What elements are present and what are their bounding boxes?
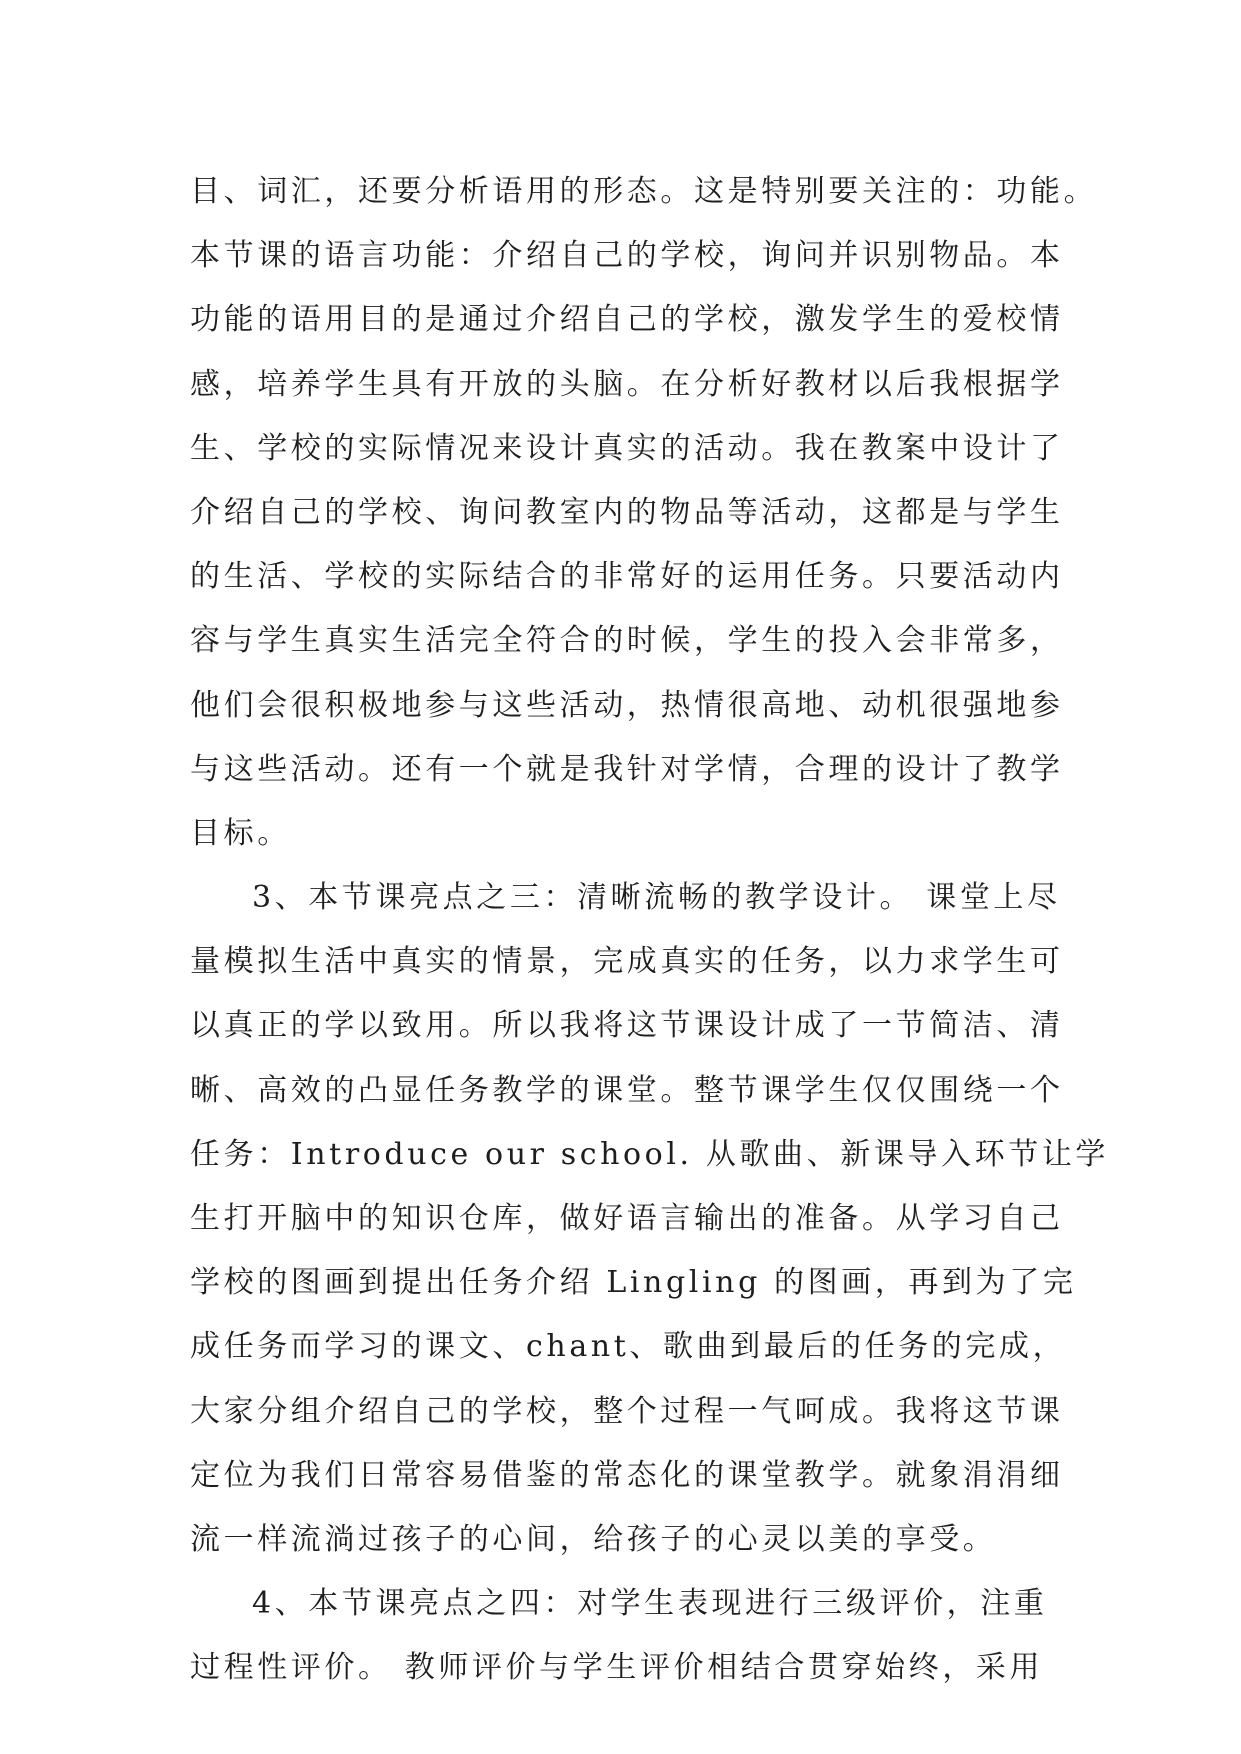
text-line: 学校的图画到提出任务介绍 Lingling 的图画，再到为了完 xyxy=(190,1265,1077,1301)
paragraph-start-line: 4、本节课亮点之四：对学生表现进行三级评价，注重 xyxy=(252,1586,1048,1622)
text-line: 生打开脑中的知识仓库，做好语言输出的准备。从学习自己 xyxy=(190,1201,1064,1236)
text-line: 任务：Introduce our school. 从歌曲、新课导入环节让学 xyxy=(190,1136,1110,1172)
text-line: 的生活、学校的实际结合的非常好的运用任务。只要活动内 xyxy=(190,559,1064,595)
text-line: 大家分组介绍自己的学校，整个过程一气呵成。我将这节课 xyxy=(190,1393,1064,1429)
text-line: 容与学生真实生活完全符合的时候，学生的投入会非常多， xyxy=(190,623,1064,659)
text-line: 感，培养学生具有开放的头脑。在分析好教材以后我根据学 xyxy=(190,366,1064,402)
text-line: 过程性评价。 教师评价与学生评价相结合贯穿始终，采用 xyxy=(190,1650,1044,1686)
text-line: 目、词汇，还要分析语用的形态。这是特别要关注的：功能。 xyxy=(190,174,1098,209)
text-line: 定位为我们日常容易借鉴的常态化的课堂教学。就象涓涓细 xyxy=(190,1457,1064,1493)
text-line: 介绍自己的学校、询问教室内的物品等活动，这都是与学生 xyxy=(190,494,1064,530)
paragraph-start-line: 3、本节课亮点之三：清晰流畅的教学设计。 课堂上尽 xyxy=(252,880,1061,916)
text-line: 他们会很积极地参与这些活动，热情很高地、动机很强地参 xyxy=(190,687,1064,723)
text-line: 流一样流淌过孩子的心间，给孩子的心灵以美的享受。 xyxy=(190,1521,997,1557)
text-line: 晰、高效的凸显任务教学的课堂。整节课学生仅仅围绕一个 xyxy=(190,1072,1064,1108)
text-line: 本节课的语言功能：介绍自己的学校，询问并识别物品。本 xyxy=(190,238,1064,274)
text-line: 目标。 xyxy=(190,815,291,851)
text-line: 功能的语用目的是通过介绍自己的学校，激发学生的爱校情 xyxy=(190,302,1064,338)
text-line: 成任务而学习的课文、chant、歌曲到最后的任务的完成， xyxy=(190,1329,1067,1365)
text-line: 与这些活动。还有一个就是我针对学情，合理的设计了教学 xyxy=(190,751,1064,787)
document-body xyxy=(190,160,1110,1701)
text-line: 量模拟生活中真实的情景，完成真实的任务，以力求学生可 xyxy=(190,944,1064,980)
text-line: 生、学校的实际情况来设计真实的活动。我在教案中设计了 xyxy=(190,430,1064,466)
text-line: 以真正的学以致用。所以我将这节课设计成了一节简洁、清 xyxy=(190,1008,1064,1044)
